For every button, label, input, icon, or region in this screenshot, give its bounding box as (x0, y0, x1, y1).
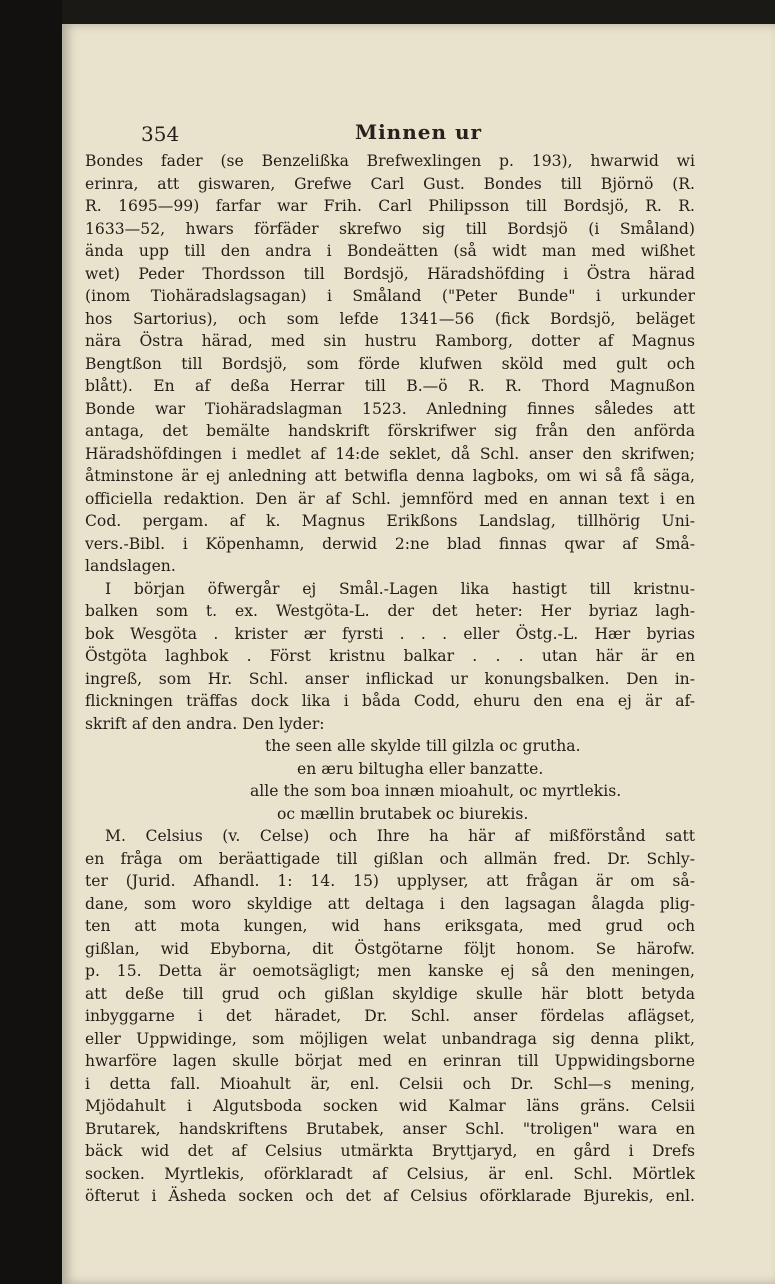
text-line: ten att mota kungen, wid hans eriksgata, med grud och (85, 917, 695, 935)
text-line: ända upp till den andra i Bondeätten (så widt man med wißhet (85, 242, 695, 260)
text-line: (inom Tiohäradslagsagan) i Småland ("Peter Bunde" i urkunder (85, 287, 695, 305)
text-line: att deße till grud och gißlan skyldige skulle här blott betyda (85, 984, 695, 1003)
text-line: ter (Jurid. Afhandl. 1: 14. 15) upplyser, att frågan är om så- (85, 872, 695, 890)
text-line: Bonde war Tiohäradslagman 1523. Anledning finnes således att (85, 399, 695, 418)
text-line: vers.-Bibl. i Köpenhamn, derwid 2:ne blad finnas qwar af Små- (85, 534, 695, 553)
text-line: öfterut i Äsheda socken och det af Celsius oförklarade Bjurekis, enl. (85, 1187, 695, 1205)
text-line: Brutarek, handskriftens Brutabek, anser Schl. "troligen" wara en (85, 1119, 695, 1138)
paragraph-2 (85, 578, 695, 736)
text-line: i detta fall. Mioahult är, enl. Celsii och Dr. Schl—s mening, (85, 1074, 695, 1093)
text-line: inbyggarne i det häradet, Dr. Schl. anser fördelas aflägset, (85, 1007, 695, 1025)
text-line: ingreß, som Hr. Schl. anser inflickad ur konungsbalken. Den in- (85, 669, 695, 688)
text-line: bäck wid det af Celsius utmärkta Bryttjaryd, en gård i Drefs (85, 1142, 695, 1160)
text-line: 1633—52, hwars förfäder skrefwo sig till Bordsjö (i Småland) (85, 219, 695, 238)
text-line: en fråga om beräattigade till gißlan och allmän fred. Dr. Schly- (85, 849, 695, 868)
text-line: socken. Myrtlekis, oförklaradt af Celsius, är enl. Schl. Mörtlek (85, 1164, 695, 1183)
text-line: dane, som woro skyldige att deltaga i den lagsagan ålagda plig- (85, 894, 695, 913)
text-line: M. Celsius (v. Celse) och Ihre ha här af mißförstånd satt (105, 827, 695, 845)
text-line: nära Östra härad, med sin hustru Ramborg, dotter af Magnus (85, 332, 695, 350)
text-line: antaga, det bemälte handskrift förskrifwer sig från den anförda (85, 422, 695, 440)
paragraph-3 (85, 825, 695, 1208)
text-line: flickningen träffas dock lika i båda Codd, ehuru den ena ej är af- (85, 692, 695, 710)
text-line: Bengtßon till Bordsjö, som förde klufwen sköld med gult och (85, 354, 695, 373)
text-line: balken som t. ex. Westgöta-L. der det heter: Her byriaz lagh- (85, 602, 695, 620)
text-line: Häradshöfdingen i medlet af 14:de seklet, då Schl. anser den skrifwen; (85, 444, 695, 463)
text-line: bok Wesgöta . krister ær fyrsti . . . eller Östg.-L. Hær byrias (85, 624, 695, 643)
scan-background (0, 0, 62, 1284)
text-line: gißlan, wid Ebyborna, dit Östgötarne följt honom. Se härofw. (85, 939, 695, 958)
text-line: skrift af den andra. Den lyder: (85, 714, 325, 733)
text-line: hos Sartorius), och som lefde 1341—56 (fick Bordsjö, beläget (85, 309, 695, 328)
text-line: Cod. pergam. af k. Magnus Erikßons Landslag, tillhörig Uni- (85, 512, 695, 530)
page-number: 354 (141, 122, 180, 146)
text-line: åtminstone är ej anledning att betwifla denna lagboks, om wi så få säga, (85, 467, 695, 485)
text-line: erinra, att giswaren, Grefwe Carl Gust. Bondes till Björnö (R. (85, 174, 695, 193)
verse-line: alle the som boa innæn mioahult, oc myrtlekis. (250, 782, 622, 800)
text-line: hwarföre lagen skulle börjat med en erinran till Uppwidingsborne (85, 1052, 695, 1070)
verse-line: the seen alle skylde till gilzla oc grutha. (265, 737, 581, 755)
text-line: Östgöta laghbok . Först kristnu balkar . . . utan här är en (85, 647, 695, 665)
verse-line: en æru biltugha eller banzatte. (297, 759, 544, 778)
text-line: R. 1695—99) farfar war Frih. Carl Philipsson till Bordsjö, R. R. (85, 197, 695, 215)
paragraph-1 (85, 150, 695, 578)
text-line: Mjödahult i Algutsboda socken wid Kalmar läns gräns. Celsii (85, 1097, 695, 1115)
text-line: blått). En af deßa Herrar till B.—ö R. R. Thord Magnußon (85, 377, 695, 395)
text-line: wet) Peder Thordsson till Bordsjö, Häradshöfding i Östra härad (85, 264, 695, 283)
text-line: landslagen. (85, 557, 176, 575)
text-line: eller Uppwidinge, som möjligen welat unbandraga sig denna plikt, (85, 1029, 695, 1048)
page-header (62, 120, 775, 152)
body-text (85, 150, 695, 1208)
verse-line: oc mællin brutabek oc biurekis. (277, 804, 529, 823)
text-line: officiella redaktion. Den är af Schl. jemnförd med en annan text i en (85, 489, 695, 508)
text-line: p. 15. Detta är oemotsägligt; men kanske ej så den meningen, (85, 962, 695, 980)
verse-quote (85, 735, 695, 825)
running-head: Minnen ur (354, 120, 483, 144)
text-line: I början öfwergår ej Smål.-Lagen lika hastigt till kristnu- (105, 579, 695, 598)
text-line: Bondes fader (se Benzelißka Brefwexlingen p. 193), hwarwid wi (85, 152, 695, 170)
